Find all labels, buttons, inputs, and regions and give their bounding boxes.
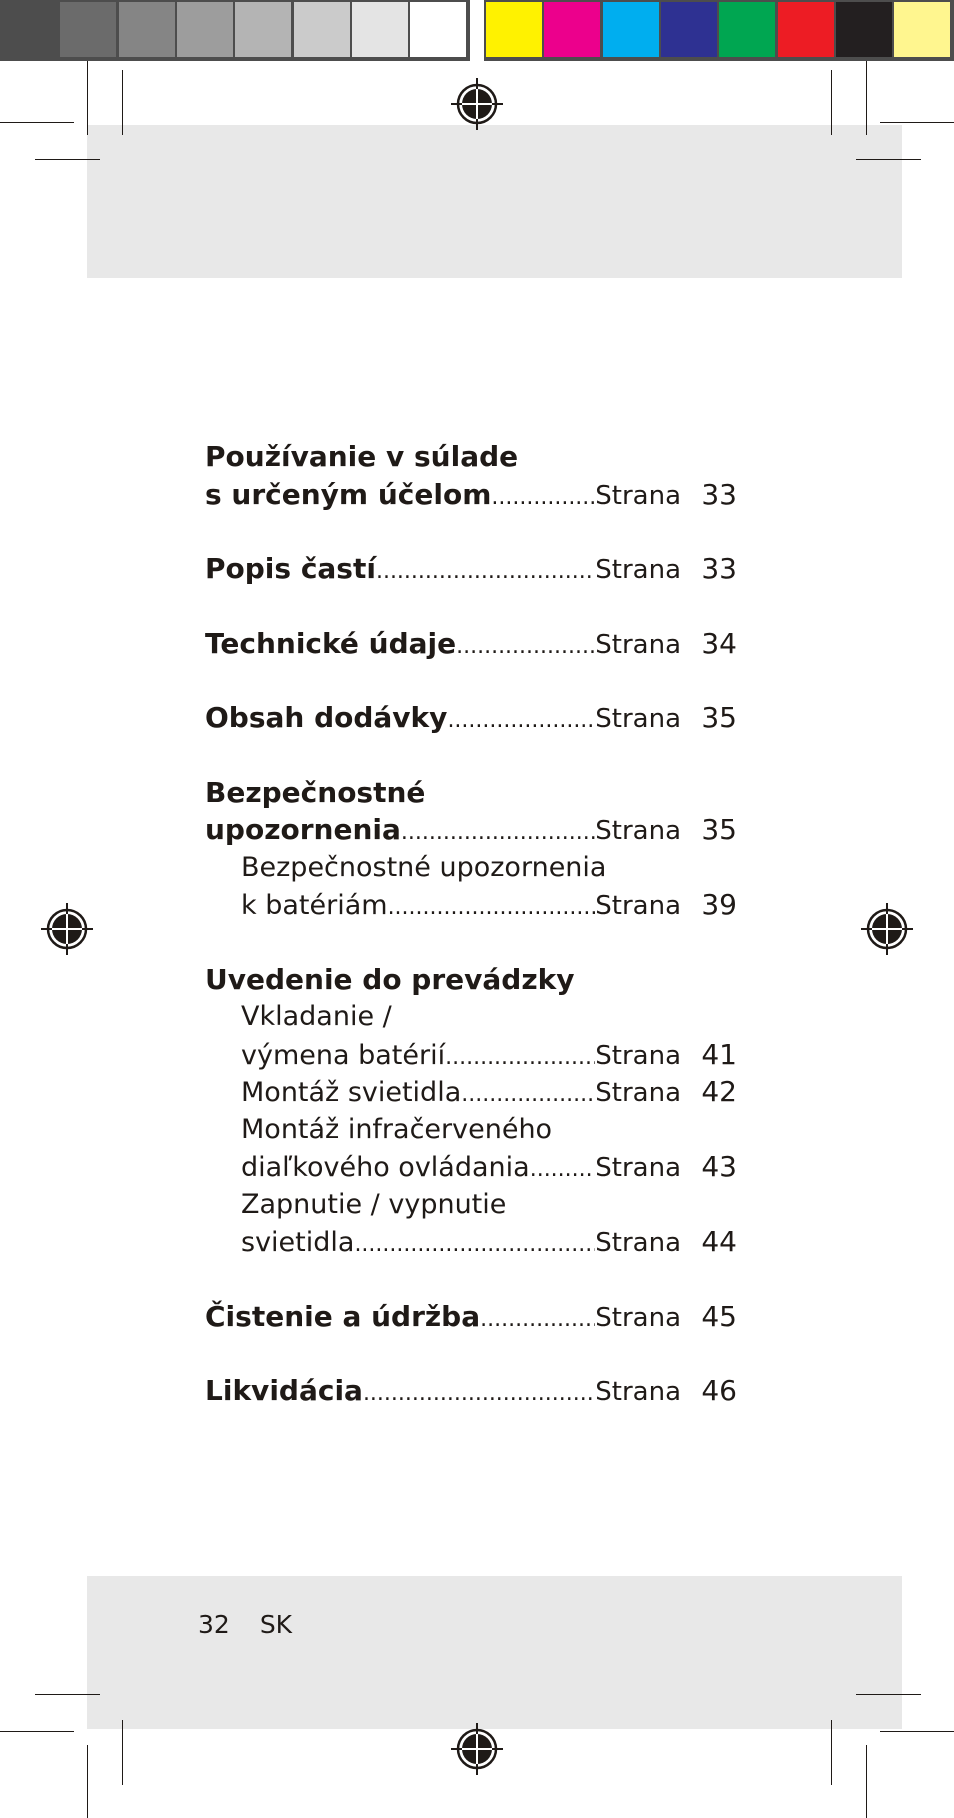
page-label: Strana bbox=[595, 1302, 681, 1333]
toc-entry-line bbox=[205, 811, 737, 849]
color-swatch bbox=[661, 2, 717, 57]
page-reference: 34 bbox=[701, 626, 737, 660]
page-reference: 46 bbox=[701, 1374, 737, 1407]
toc-entry-line bbox=[205, 998, 737, 1036]
color-swatch bbox=[486, 2, 542, 57]
registration-mark-icon bbox=[451, 1723, 503, 1775]
toc-spacer bbox=[205, 662, 737, 699]
dot-leader bbox=[388, 889, 596, 927]
page-label: Strana bbox=[595, 555, 681, 585]
toc-entry-title: Obsah dodávky bbox=[205, 701, 448, 734]
toc-entry bbox=[205, 1111, 737, 1186]
dot-leader bbox=[530, 1151, 596, 1189]
dot-leader bbox=[447, 702, 595, 740]
dot-leader bbox=[401, 814, 595, 852]
gray-swatch-group bbox=[0, 0, 470, 61]
page-reference: 33 bbox=[701, 477, 737, 511]
toc-entry-line bbox=[205, 625, 737, 663]
dot-leader bbox=[456, 628, 595, 666]
toc-entry-title: upozornenia bbox=[205, 813, 401, 846]
crop-mark bbox=[87, 1745, 88, 1818]
toc-entry bbox=[205, 438, 737, 513]
dot-leader bbox=[480, 1301, 595, 1339]
toc-entry-line bbox=[205, 886, 737, 924]
toc-entry-title: výmena batérií bbox=[241, 1039, 446, 1071]
crop-mark bbox=[856, 159, 921, 160]
header-band bbox=[87, 125, 902, 278]
crop-mark bbox=[880, 1731, 954, 1732]
color-swatch bbox=[894, 2, 950, 57]
dot-leader bbox=[461, 1076, 595, 1114]
page-reference: 43 bbox=[701, 1150, 737, 1183]
toc-entry-line bbox=[205, 476, 737, 514]
dot-leader bbox=[445, 1039, 595, 1077]
color-swatch bbox=[2, 2, 58, 57]
page-reference: 33 bbox=[701, 552, 737, 585]
toc-heading-line bbox=[205, 961, 737, 999]
page-label: Strana bbox=[595, 704, 681, 734]
toc-entry-title: Bezpečnostné bbox=[205, 775, 426, 809]
crop-mark bbox=[831, 70, 832, 135]
toc-spacer bbox=[205, 1335, 737, 1372]
color-calibration-bar bbox=[0, 0, 954, 61]
toc-entry-title: diaľkového ovládania bbox=[241, 1152, 530, 1183]
color-swatch bbox=[119, 2, 175, 57]
color-swatch bbox=[603, 2, 659, 57]
page-label: Strana bbox=[595, 629, 681, 660]
toc-entry bbox=[205, 998, 737, 1073]
toc-entry-title: Likvidácia bbox=[205, 1374, 363, 1407]
toc-entry bbox=[205, 1372, 737, 1410]
page-reference: 35 bbox=[701, 813, 737, 846]
toc-entry-title: Bezpečnostné upozornenia bbox=[241, 851, 607, 883]
page-number: 32 bbox=[198, 1610, 230, 1639]
page-footer bbox=[198, 1610, 322, 1639]
toc-entry-line bbox=[205, 1186, 737, 1224]
toc-entry-line bbox=[205, 438, 737, 476]
toc-entry bbox=[205, 1073, 737, 1111]
color-swatch bbox=[235, 2, 291, 57]
toc-entry-line bbox=[205, 699, 737, 737]
page-reference: 39 bbox=[701, 888, 737, 921]
toc-entry-title: Montáž infračerveného bbox=[241, 1113, 553, 1145]
toc-entry-title: s určeným účelom bbox=[205, 477, 492, 511]
crop-mark bbox=[122, 1720, 123, 1785]
toc-entry-line bbox=[205, 1111, 737, 1149]
dot-leader bbox=[491, 479, 595, 517]
toc-entry-title: Montáž svietidla bbox=[241, 1077, 462, 1108]
toc-entry bbox=[205, 774, 737, 849]
crop-mark bbox=[831, 1720, 832, 1785]
page-label: Strana bbox=[595, 1078, 681, 1108]
toc-entry-title: Zapnutie / vypnutie bbox=[241, 1188, 507, 1220]
toc-spacer bbox=[205, 924, 737, 961]
registration-mark-icon bbox=[41, 903, 93, 955]
crop-mark bbox=[122, 70, 123, 135]
language-code: SK bbox=[259, 1610, 293, 1639]
page-reference: 35 bbox=[701, 701, 737, 734]
page-reference: 42 bbox=[701, 1075, 737, 1108]
registration-mark-icon bbox=[861, 903, 913, 955]
color-swatch bbox=[778, 2, 834, 57]
crop-mark bbox=[866, 1745, 867, 1818]
crop-mark bbox=[0, 122, 74, 123]
page-label: Strana bbox=[595, 1377, 681, 1407]
color-swatch bbox=[294, 2, 350, 57]
dot-leader bbox=[354, 1226, 595, 1264]
toc-entry bbox=[205, 625, 737, 663]
crop-mark bbox=[880, 122, 954, 123]
toc-spacer bbox=[205, 737, 737, 774]
page-label: Strana bbox=[595, 1040, 681, 1071]
toc-spacer bbox=[205, 1261, 737, 1298]
toc-entry-title: Čistenie a údržba bbox=[205, 1299, 481, 1333]
toc-entry-title: Popis častí bbox=[205, 552, 376, 585]
toc-entry-title: k batériám bbox=[241, 890, 388, 921]
color-swatch bbox=[410, 2, 466, 57]
toc-entry-line bbox=[205, 774, 737, 812]
crop-mark bbox=[866, 61, 867, 135]
page-reference: 41 bbox=[701, 1037, 737, 1071]
toc-entry-line bbox=[205, 1148, 737, 1186]
color-swatch bbox=[544, 2, 600, 57]
dot-leader bbox=[376, 553, 595, 591]
page-reference: 45 bbox=[701, 1299, 737, 1333]
page-label: Strana bbox=[595, 816, 681, 846]
toc-entry bbox=[205, 550, 737, 588]
toc-entry bbox=[205, 849, 737, 924]
page-reference: 44 bbox=[701, 1225, 737, 1258]
toc-entry-title: Technické údaje bbox=[205, 626, 457, 660]
crop-mark bbox=[35, 1694, 100, 1695]
toc-entry-line bbox=[205, 1298, 737, 1336]
registration-mark-icon bbox=[451, 78, 503, 130]
toc-entry-title: svietidla bbox=[241, 1227, 355, 1258]
toc-entry-title: Používanie v súlade bbox=[205, 440, 519, 473]
crop-mark bbox=[856, 1694, 921, 1695]
toc-spacer bbox=[205, 513, 737, 550]
color-swatch bbox=[60, 2, 116, 57]
crop-mark bbox=[0, 1731, 74, 1732]
toc-entry-line bbox=[205, 1223, 737, 1261]
toc-entry bbox=[205, 961, 737, 999]
color-swatch bbox=[719, 2, 775, 57]
toc-entry-title: Vkladanie / bbox=[241, 1001, 392, 1032]
color-swatch bbox=[352, 2, 408, 57]
toc-entry-title: Uvedenie do prevádzky bbox=[205, 962, 575, 996]
toc-entry bbox=[205, 699, 737, 737]
toc-entry-line bbox=[205, 849, 737, 887]
crop-mark bbox=[35, 159, 100, 160]
toc-entry-line bbox=[205, 1036, 737, 1074]
crop-mark bbox=[87, 61, 88, 135]
toc-entry-line bbox=[205, 550, 737, 588]
page-label: Strana bbox=[595, 891, 681, 921]
table-of-contents bbox=[205, 438, 737, 1410]
page-label: Strana bbox=[595, 1153, 681, 1183]
toc-spacer bbox=[205, 588, 737, 625]
footer-band bbox=[87, 1576, 902, 1729]
dot-leader bbox=[363, 1375, 595, 1413]
page-label: Strana bbox=[595, 480, 681, 511]
page-label: Strana bbox=[595, 1228, 681, 1258]
color-swatch bbox=[836, 2, 892, 57]
toc-entry bbox=[205, 1298, 737, 1336]
color-swatch-group bbox=[484, 0, 954, 61]
toc-entry bbox=[205, 1186, 737, 1261]
color-swatch bbox=[177, 2, 233, 57]
toc-entry-line bbox=[205, 1372, 737, 1410]
toc-entry-line bbox=[205, 1073, 737, 1111]
